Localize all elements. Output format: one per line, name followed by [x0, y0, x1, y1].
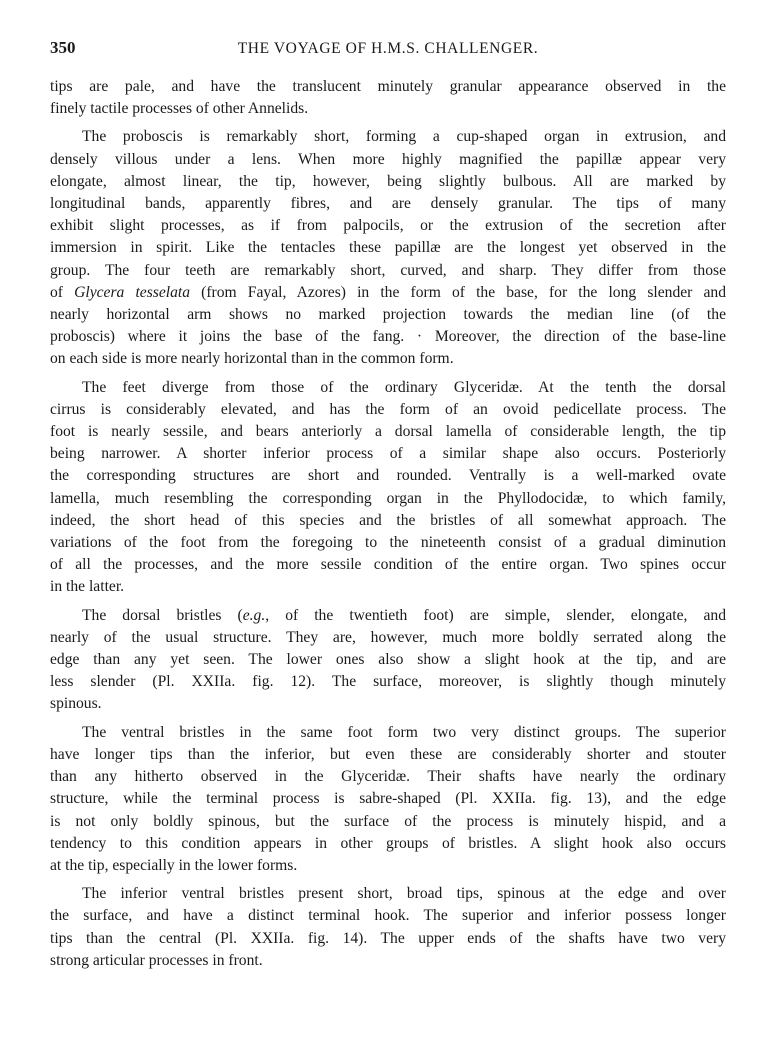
text-line: foot is nearly sessile, and bears anteriorly a dorsal lamella of considerable length, the tip: [50, 423, 726, 441]
text-line: finely tactile processes of other Annelids.: [50, 100, 309, 118]
paragraph-1: [50, 76, 726, 120]
body-text: [50, 76, 726, 972]
text-line: The ventral bristles in the same foot form two very distinct groups. The superior: [82, 723, 726, 741]
text-line: indeed, the short head of this species and the bristles of all somewhat approach. The: [50, 511, 726, 529]
text-line: the corresponding structures are short and rounded. Ventrally is a well-marked ovate: [50, 467, 726, 485]
paragraph-6: [50, 883, 726, 972]
text-line: in the latter.: [50, 578, 125, 596]
text-line: on each side is more nearly horizontal than in the common form.: [50, 350, 454, 368]
text-line: immersion in spirit. Like the tentacles these papillæ are the longest yet observed in the: [50, 239, 726, 257]
italic-term: e.g.: [242, 606, 266, 624]
page-number: 350: [50, 38, 76, 57]
text-line: lamella, much resembling the corresponding organ in the Phyllodocidæ, to which family,: [50, 489, 726, 507]
paragraph-5: [50, 722, 726, 877]
text-line: edge than any yet seen. The lower ones also show a slight hook at the tip, and are: [50, 651, 726, 669]
text-line: group. The four teeth are remarkably short, curved, and sharp. They differ from those: [50, 261, 726, 279]
text-line: The proboscis is remarkably short, forming a cup-shaped organ in extrusion, and: [82, 128, 726, 146]
text-line: elongate, almost linear, the tip, however, being slightly bulbous. All are marked by: [50, 172, 726, 190]
text-line: tips are pale, and have the translucent minutely granular appearance observed in the: [50, 78, 726, 95]
text-line: than any hitherto observed in the Glyceridæ. Their shafts have nearly the ordinary: [50, 768, 726, 786]
text-line: longitudinal bands, apparently fibres, and are densely granular. The tips of many: [50, 195, 726, 213]
text-line: nearly horizontal arm shows no marked projection towards the median line (of the: [50, 306, 726, 324]
text-line: less slender (Pl. XXIIa. fig. 12). The surface, moreover, is slightly though minutely: [50, 673, 726, 691]
text-line: tips than the central (Pl. XXIIa. fig. 14). The upper ends of the shafts have two very: [50, 929, 726, 947]
text-line-with-species-name: of Glycera tesselata (from Fayal, Azores) in the form of the base, for the long slender and: [50, 283, 726, 301]
text-line: strong articular processes in front.: [50, 951, 263, 969]
text-line: cirrus is considerably elevated, and has the form of an ovoid pedicellate process. The: [50, 400, 726, 418]
paragraph-3: [50, 377, 726, 599]
paragraph-4: [50, 605, 726, 716]
text-line: The dorsal bristles (e.g., of the twentieth foot) are simple, slender, elongate, and: [82, 606, 726, 624]
text-line: being narrower. A shorter inferior process of a similar shape also occurs. Posteriorly: [50, 445, 726, 463]
text-line: The feet diverge from those of the ordinary Glyceridæ. At the tenth the dorsal: [82, 378, 726, 396]
text-line: nearly of the usual structure. They are, however, much more boldly serrated along the: [50, 628, 726, 646]
text-line: The inferior ventral bristles present short, broad tips, spinous at the edge and over: [82, 885, 726, 903]
text-line: the surface, and have a distinct terminal hook. The superior and inferior possess longer: [50, 907, 726, 925]
page: [50, 38, 726, 978]
running-title: THE VOYAGE OF H.M.S. CHALLENGER.: [237, 40, 539, 57]
text-line: densely villous under a lens. When more highly magnified the papillæ appear very: [50, 150, 726, 168]
text-line: tendency to this condition appears in other groups of bristles. A slight hook also occurs: [50, 834, 726, 852]
text-line: have longer tips than the inferior, but even these are considerably shorter and stouter: [50, 745, 726, 763]
text-line: variations of the foot from the foregoing to the nineteenth consist of a gradual diminution: [50, 534, 726, 552]
paragraph-2: [50, 126, 726, 370]
running-head: [50, 38, 726, 64]
text-line: exhibit slight processes, as if from palpocils, or the extrusion of the secretion after: [50, 217, 726, 235]
text-line: at the tip, especially in the lower forms.: [50, 856, 298, 874]
text-line: is not only boldly spinous, but the surface of the process is minutely hispid, and a: [50, 812, 726, 830]
text-line: of all the processes, and the more sessile condition of the entire organ. Two spines occur: [50, 556, 726, 574]
text-line: proboscis) where it joins the base of the fang. · Moreover, the direction of the base-line: [50, 328, 726, 346]
italic-term: Glycera tesselata: [74, 283, 191, 301]
text-line: spinous.: [50, 695, 102, 713]
text-line: structure, while the terminal process is sabre-shaped (Pl. XXIIa. fig. 13), and the edge: [50, 790, 726, 808]
